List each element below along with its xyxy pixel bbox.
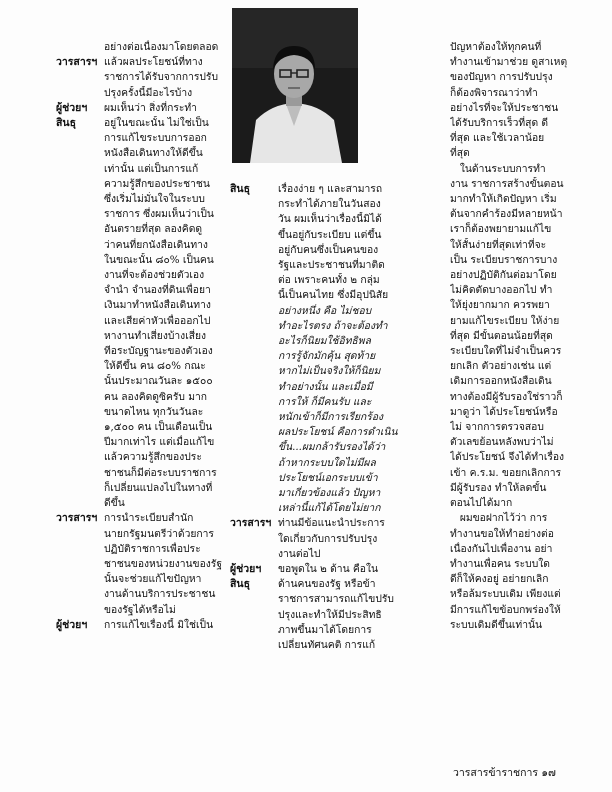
text-line: หนังสือเดินทางให้ดีขึ้น [104, 147, 203, 160]
dialogue-block [56, 511, 226, 617]
text-line: รัฐและประชาชนที่มาติด [278, 259, 385, 272]
text-line: ปฏิบัติราชการเพื่อประ [104, 542, 201, 555]
text-line: เปลี่ยนทัศนคติ การแก้ [278, 639, 376, 652]
text-line: ปีมากเท่าไร แต่เมื่อแก้ไข [104, 436, 215, 449]
text-line: อย่างปฏิบัติกันต่อมาโดย [450, 269, 557, 282]
text-line: วัน ผมเห็นว่าเรื่องนี้มิได้ [278, 213, 382, 226]
text-line: กระทำได้ภายในวันสอง [278, 198, 381, 211]
paragraph [450, 40, 590, 162]
text-line: ชาชนก็มีต่อระบบราชการ [104, 466, 217, 479]
speaker-label: ผู้ช่วยฯ [56, 618, 88, 631]
text-line: อะไรก็นิยมใช้อิทธิพล [278, 335, 371, 348]
text-line: ความรู้สึกของประชาชน [104, 177, 210, 190]
text-line: นั้นประมาณวันละ ๑๕๐๐ [104, 375, 213, 388]
portrait-image [232, 8, 358, 163]
text-line: อันตรายที่สุด ลองคิดดู [104, 223, 203, 236]
text-line: เท่านั้น แต่เป็นการแก้ [104, 162, 199, 175]
text-line: อย่างหนึ่ง คือ ไม่ชอบ [278, 304, 372, 317]
text-line: ภาพขึ้นมาได้โดยการ [278, 623, 372, 636]
dialogue-text [278, 182, 440, 516]
text-line: ได้ประโยชน์ จึงได้ทำเรื่อง [450, 451, 565, 464]
text-line: เข้า ค.ร.ม. ขอยกเลิกการ [450, 466, 562, 479]
text-line: หนักเข้าก็มีการเรียกร้อง [278, 411, 384, 424]
text-line: ดีขึ้น [104, 497, 125, 510]
text-line: ๑,๕๐๐ คน เป็นเดือนเป็น [104, 421, 213, 434]
text-line: อย่างไรที่จะให้ประชาชน [450, 101, 559, 114]
text-line: ราชการได้รับจากการปรับ [104, 71, 218, 84]
text-line: และเสียค่าหัวเพื่อออกไป [104, 314, 211, 327]
text-line: ระเบียบใดที่ไม่จำเป็นควร [450, 345, 562, 358]
text-line: อยู่ในขณะนั้น ไม่ใช่เป็น [104, 117, 209, 130]
text-line: การแก้ไขระบบการออก [104, 132, 207, 145]
text-line: ไม่คิดตัดบางออกไป ทำ [450, 284, 553, 297]
text-line: ทางต้องมีผู้รับรองใช่ราวก็ [450, 390, 563, 403]
text-line: นายกรัฐมนตรีว่าด้วยการ [104, 527, 214, 540]
text-line: ของรัฐได้หรือไม่ [104, 603, 176, 616]
speaker-label: วารสารฯ [56, 56, 98, 69]
text-line: ชาชนของหน่วยงานของรัฐ [104, 557, 223, 570]
text-line: ยามแก้ไขระเบียบ ให้ง่าย [450, 314, 560, 327]
dialogue-block [230, 516, 440, 562]
text-line: ให้ดีขึ้น คน ๘๐% กณะ [104, 360, 206, 373]
dialogue-block [230, 182, 440, 516]
text-line: มาดูว่า ได้ประโยชน์หรือ [450, 405, 558, 418]
text-line: หรือล้มระบบเดิม เพียงแต่ [450, 588, 561, 601]
text-line: งานที่จะต้องช่วยตัวเอง [104, 269, 205, 282]
text-line: ของปัญหา การปรับปรุง [450, 71, 553, 84]
speaker-label: ผู้ช่วยฯ สินธุ [230, 563, 262, 591]
text-line: ทำงานขอให้ทำอย่างต่อ [450, 527, 554, 540]
text-line: ใดเกี่ยวกับการปรับปรุง [278, 532, 378, 545]
text-line: เงินมาทำหนังสือเดินทาง [104, 299, 211, 312]
dialogue-block [56, 40, 226, 55]
dialogue-text [104, 511, 226, 617]
text-line: เนื่องกันไปเพื่องาน อย่า [450, 542, 553, 555]
speaker-label: ผู้ช่วยฯ สินธุ [56, 101, 88, 130]
text-line: งาน ราชการสร้างขั้นตอน [450, 177, 564, 190]
text-line: ตัวเลขย้อนหลังพบว่าไม่ [450, 436, 554, 449]
text-line: ต้นจากคำร้องมีหลายหน้า [450, 208, 563, 221]
text-line: การรู้จักมักคุ้น สุดท้าย [278, 350, 376, 363]
text-line: ในขณะนั้น ๘๐% เป็นคน [104, 253, 214, 266]
dialogue-text [104, 101, 226, 511]
text-line: ในด้านระบบการทำ [450, 162, 546, 175]
dialogue-text [104, 40, 226, 55]
text-line: ที่สุด มีขั้นตอนน้อยที่สุด [450, 329, 553, 342]
text-line: อยู่กับคนซึ่งเป็นคนของ [278, 243, 379, 256]
text-line: ผมเห็นว่า สิ่งที่กระทำ [104, 101, 197, 114]
middle-column [230, 182, 440, 653]
paragraph [450, 162, 590, 512]
right-column [450, 40, 590, 633]
text-line: ได้รับบริการเร็วที่สุด ดี [450, 117, 549, 130]
text-line: ขึ้นอยู่กับระเบียบ แต่ขึ้น [278, 228, 382, 241]
speaker-label: วารสารฯ [230, 517, 272, 530]
text-line: นี้เป็นคนไทย ซึ่งมีอุปนิสัย [278, 289, 389, 302]
left-column [56, 40, 226, 633]
text-line: ดีก็ให้คงอยู่ อย่ายกเลิก [450, 573, 549, 586]
text-line: ขึ้น...ผมกล้ารับรองได้ว่า [278, 441, 386, 454]
text-line: ทำงานเข้ามาช่วย ดูสาเหตุ [450, 56, 568, 69]
text-line: เป็น ระเบียบราชการบาง [450, 253, 558, 266]
dialogue-block [56, 101, 226, 511]
dialogue-text [278, 516, 440, 562]
speaker-label: สินธุ [230, 183, 250, 195]
text-line: มีผู้รับรอง ทำให้ลดขั้น [450, 481, 547, 494]
text-line: ผมขอฝากไว้ว่า การ [450, 512, 548, 525]
paragraph [450, 511, 590, 633]
text-line: ประโยชน์เอกระบบเข้า [278, 471, 378, 484]
text-line: ด้านคนของรัฐ หรือข้า [278, 578, 376, 591]
text-line: ทำอะไรตรง ถ้าจะต้องทำ [278, 319, 388, 332]
text-line: ยกเลิก ตัวอย่างเช่น แต่ [450, 360, 552, 373]
dialogue-block [56, 618, 226, 633]
text-line: แล้วความรู้สึกของประ [104, 451, 202, 464]
dialogue-block [230, 562, 440, 653]
text-line: ว่าคนที่ยกนังสือเดินทาง [104, 238, 208, 251]
text-line: ขนาดไหน ทุกวันวันละ [104, 405, 204, 418]
text-line: ที่สุด [450, 147, 470, 160]
page-footer: วารสารข้าราชการ ๑๗ [453, 767, 556, 779]
dialogue-text [104, 55, 226, 101]
text-line: ปรุงและทำให้มีประสิทธิ [278, 608, 382, 621]
text-line: ปัญหาต้องให้ทุกคนที่ [450, 41, 542, 53]
text-line: การนำระเบียบสำนัก [104, 512, 194, 525]
text-line: ไม่ จากการตรวจสอบ [450, 421, 544, 434]
text-line: งานต่อไป [278, 547, 321, 560]
text-line: หากไม่เป็นจริงให้ก็นิยม [278, 365, 381, 378]
text-line: ถ้าหากระบบใดไม่มีผล [278, 456, 376, 469]
text-line: อย่างต่อเนื่องมาโดยตลอด [104, 41, 219, 53]
text-line: ระบบเดิมดีขึ้นเท่านั้น [450, 618, 543, 631]
text-line: มากทำให้เกิดปัญหา เริ่ม [450, 193, 557, 206]
text-line: ราชการสามารถแก้ไขปรับ [278, 593, 394, 606]
text-line: คน ลองคิดดูซิครับ มาก [104, 390, 208, 403]
text-line: ต่อ เพราะคนทั้ง ๒ กลุ่ม [278, 274, 380, 287]
text-line: ให้สั้นง่ายที่สุดเท่าที่จะ [450, 238, 547, 251]
text-line: ขอพูดใน ๒ ด้าน คือใน [278, 563, 379, 576]
text-line: งานด้านบริการประชาชน [104, 588, 216, 601]
text-line: มีการแก้ไขข้อบกพร่องให้ [450, 603, 561, 616]
text-line: ราชการ ซึ่งผมเห็นว่าเป็น [104, 208, 214, 221]
speaker-label: วารสารฯ [56, 512, 98, 525]
dialogue-block [56, 55, 226, 101]
text-line: เดิมการออกหนังสือเดิน [450, 375, 552, 388]
dialogue-text [104, 618, 226, 633]
text-line: จำนำ จำนองที่ดินเพื่อยา [104, 284, 211, 297]
text-line: แล้วผลประโยชน์ที่ทาง [104, 56, 203, 69]
text-line: มาเกี่ยวข้องแล้ว ปัญหา [278, 487, 381, 500]
text-line: ให้ยุ่งยากมาก ควรพยา [450, 299, 550, 312]
text-line: ก็เปลี่ยนแปลงไปในทางที่ [104, 481, 213, 494]
text-line: ที่สุด และใช้เวลาน้อย [450, 132, 545, 145]
dialogue-text [278, 562, 440, 653]
text-line: เราก็ต้องพยายามแก้ไข [450, 223, 552, 236]
text-line: การแก้ไขเรื่องนี้ มิใช่เป็น [104, 618, 214, 631]
text-line: เรื่องง่าย ๆ และสามารถ [278, 183, 383, 195]
text-line: นั้นจะช่วยแก้ไขปัญหา [104, 573, 202, 586]
text-line: ปรุงครั้งนี้มีอะไรบ้าง [104, 86, 193, 99]
text-line: หางานทำเสี่ยงบ้างเสี่ยง [104, 329, 207, 342]
text-line: เหล่านี้แก้ได้โดยไม่ยาก [278, 502, 381, 515]
text-line: ทำอย่างนั้น และเมื่อมี [278, 380, 373, 393]
text-line: ท่านมีข้อแนะนำประการ [278, 517, 385, 530]
text-line: ทีอระบัญฐานะของตัวเอง [104, 345, 213, 358]
text-line: ก็ต้องพิจารณาว่าทำ [450, 86, 538, 99]
interviewee-photo [232, 8, 358, 163]
text-line: การให้ ก็มีคนรับ และ [278, 395, 372, 408]
text-line: ตอนไปได้มาก [450, 497, 513, 510]
text-line: ซึ่งเริ่มไม่มั่นใจในระบบ [104, 193, 205, 206]
text-line: ผลประโยชน์ คือการดำเนิน [278, 426, 398, 439]
text-line: ทำงานเพื่อคน ระบบใด [450, 557, 550, 570]
